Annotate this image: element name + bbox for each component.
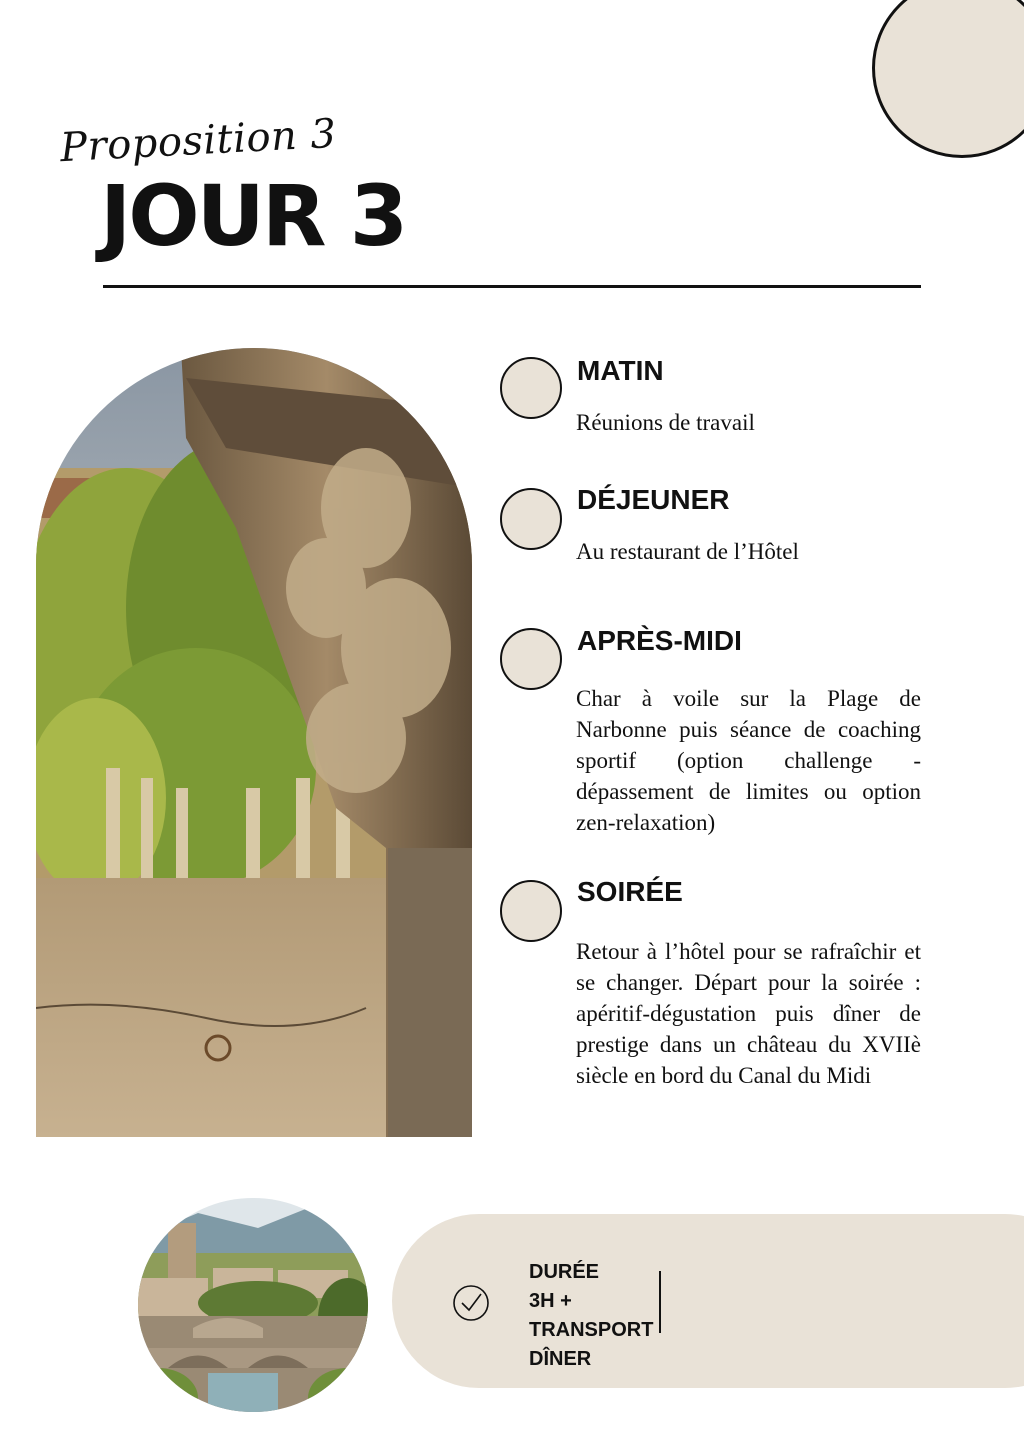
bullet-circle [500, 357, 562, 419]
bullet-circle [500, 880, 562, 942]
decorative-circle [872, 0, 1024, 158]
duration-text [529, 1258, 653, 1374]
cloister-photo [36, 348, 472, 1137]
section-title: MATIN [577, 355, 664, 386]
bullet-circle [500, 628, 562, 690]
duration-line: DURÉE [529, 1261, 600, 1283]
village-photo [138, 1198, 368, 1412]
section-title: DÉJEUNER [577, 484, 730, 515]
duration-line: 3H + [529, 1290, 572, 1312]
section-body: Au restaurant de l’Hôtel [576, 539, 799, 564]
section-title: SOIRÉE [577, 876, 683, 907]
section-body: Réunions de travail [576, 410, 755, 435]
duration-line: DÎNER [529, 1348, 592, 1370]
vertical-divider [659, 1271, 661, 1333]
section-title: APRÈS-MIDI [577, 625, 742, 656]
title-divider [103, 285, 921, 288]
script-title: Proposition 3 [58, 110, 338, 172]
section-body: Char à voile sur la Plage de Narbonne puis séance de coaching sportif (option challenge - dépassement de limites ou option zen-relaxation) [576, 686, 921, 835]
bullet-circle [500, 488, 562, 550]
check-circle-icon [452, 1284, 490, 1322]
duration-line: TRANSPORT [529, 1319, 654, 1341]
page-title: JOUR 3 [100, 167, 406, 265]
section-body: Retour à l’hôtel pour se rafraîchir et se changer. Départ pour la soirée : apéritif-dégustation puis dîner de prestige dans un château du XVIIè siècle en bord du Canal du Midi [576, 939, 921, 1088]
